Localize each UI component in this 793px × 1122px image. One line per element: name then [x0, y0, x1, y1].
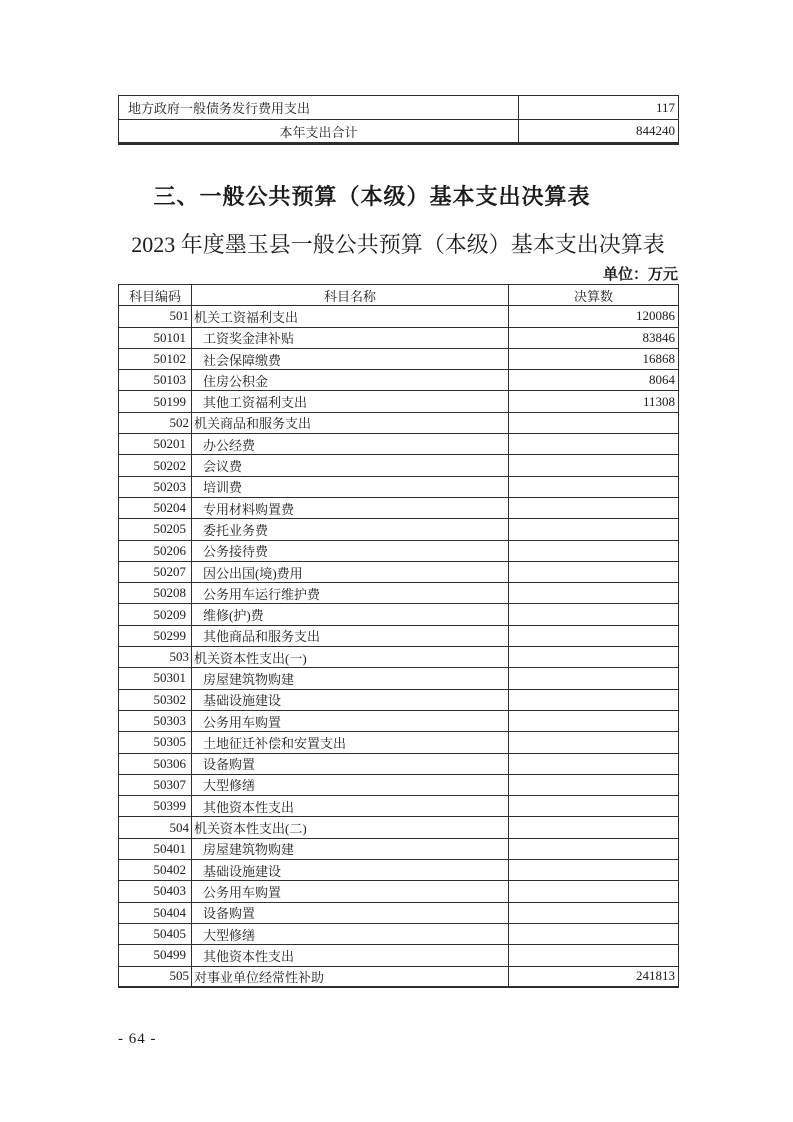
cell-value [509, 753, 679, 774]
cell-value: 11308 [509, 391, 679, 412]
cell-value [509, 455, 679, 476]
cell-subject-name: 其他资本性支出 [192, 796, 509, 817]
cell-value: 8064 [509, 370, 679, 391]
cell-value [509, 519, 679, 540]
cell-subject-code: 50208 [119, 583, 192, 604]
header-cell-value: 决算数 [509, 285, 679, 306]
cell-subject-code: 50405 [119, 923, 192, 944]
cell-value [509, 476, 679, 497]
table-row [119, 327, 679, 348]
table-row [119, 647, 679, 668]
cell-subject-code: 50299 [119, 625, 192, 646]
table-row [119, 540, 679, 561]
table-row [119, 476, 679, 497]
cell-value [509, 732, 679, 753]
cell-subject-code: 50102 [119, 348, 192, 369]
cell-subject-code: 50305 [119, 732, 192, 753]
table-row [119, 753, 679, 774]
cell-subject-code: 50203 [119, 476, 192, 497]
cell-subject-name: 基础设施建设 [192, 689, 509, 710]
cell-subject-code: 503 [119, 647, 192, 668]
cell-subject-code: 50204 [119, 497, 192, 518]
table-row [119, 625, 679, 646]
cell-subject-code: 50206 [119, 540, 192, 561]
table-row [119, 668, 679, 689]
table-row [119, 391, 679, 412]
header-row [119, 285, 679, 306]
cell-subject-name: 土地征迁补偿和安置支出 [192, 732, 509, 753]
table-row [119, 881, 679, 902]
section-title: 三、一般公共预算（本级）基本支出决算表 [153, 184, 591, 209]
cell-subject-name: 机关工资福利支出 [192, 306, 509, 327]
cell-value [509, 710, 679, 731]
cell-subject-code: 50306 [119, 753, 192, 774]
cell-value [509, 625, 679, 646]
cell-subject-name: 因公出国(境)费用 [192, 561, 509, 582]
page-number: - 64 - [118, 1031, 157, 1047]
cell-value [509, 817, 679, 838]
table-row [119, 774, 679, 795]
table-row [119, 689, 679, 710]
table-row [119, 817, 679, 838]
cell-subject-name: 工资奖金津补贴 [192, 327, 509, 348]
cell-subject-code: 50199 [119, 391, 192, 412]
cell-value [509, 561, 679, 582]
table-row [119, 583, 679, 604]
cell-value [509, 881, 679, 902]
cell-value [509, 945, 679, 966]
table-row [119, 497, 679, 518]
cell-subject-code: 50499 [119, 945, 192, 966]
table-row [119, 348, 679, 369]
cell-value [509, 604, 679, 625]
table-row [119, 120, 679, 144]
cell-subject-code: 50103 [119, 370, 192, 391]
cell-subject-code: 50403 [119, 881, 192, 902]
cell-subject-code: 50402 [119, 860, 192, 881]
cell-subject-name: 社会保障缴费 [192, 348, 509, 369]
cell-subject-code: 50202 [119, 455, 192, 476]
cell-value [509, 774, 679, 795]
table-row [119, 306, 679, 327]
table-row [119, 902, 679, 923]
cell-subject-code: 50302 [119, 689, 192, 710]
cell-value [509, 902, 679, 923]
table-row [119, 561, 679, 582]
main-table [118, 284, 679, 988]
cell-subject-name: 维修(护)费 [192, 604, 509, 625]
table-row [119, 923, 679, 944]
cell-subject-name: 机关资本性支出(一) [192, 647, 509, 668]
cell-subject-name: 其他资本性支出 [192, 945, 509, 966]
cell-subject-name: 办公经费 [192, 434, 509, 455]
cell-subject-name: 专用材料购置费 [192, 497, 509, 518]
cell-subject-code: 50401 [119, 838, 192, 859]
table-row [119, 519, 679, 540]
header-cell-code: 科目编码 [119, 285, 192, 306]
table-row [119, 604, 679, 625]
cell-subject-code: 50209 [119, 604, 192, 625]
cell-subject-code: 50201 [119, 434, 192, 455]
cell-subject-name: 房屋建筑物购建 [192, 838, 509, 859]
cell-value: 16868 [509, 348, 679, 369]
cell-subject-name: 培训费 [192, 476, 509, 497]
cell-subject-name: 地方政府一般债务发行费用支出 [119, 96, 519, 120]
table-row [119, 860, 679, 881]
cell-subject-code: 50205 [119, 519, 192, 540]
cell-subject-code: 502 [119, 412, 192, 433]
cell-value [509, 838, 679, 859]
table-row [119, 796, 679, 817]
cell-subject-code: 50301 [119, 668, 192, 689]
cell-subject-name: 大型修缮 [192, 923, 509, 944]
cell-value [509, 583, 679, 604]
table-title: 2023 年度墨玉县一般公共预算（本级）基本支出决算表 [131, 232, 665, 257]
carryover-table-body [119, 96, 679, 144]
cell-value [509, 647, 679, 668]
table-row [119, 966, 679, 987]
table-row [119, 945, 679, 966]
table-row [119, 434, 679, 455]
header-cell-name: 科目名称 [192, 285, 509, 306]
cell-subject-code: 50207 [119, 561, 192, 582]
cell-subject-code: 50404 [119, 902, 192, 923]
cell-subject-name: 公务接待费 [192, 540, 509, 561]
cell-subject-code: 50101 [119, 327, 192, 348]
cell-subject-name: 机关资本性支出(二) [192, 817, 509, 838]
cell-subject-name: 公务用车购置 [192, 881, 509, 902]
cell-subject-name: 房屋建筑物购建 [192, 668, 509, 689]
cell-subject-code: 504 [119, 817, 192, 838]
cell-subject-name: 其他商品和服务支出 [192, 625, 509, 646]
cell-subject-name: 其他工资福利支出 [192, 391, 509, 412]
cell-subject-name: 机关商品和服务支出 [192, 412, 509, 433]
cell-value [509, 796, 679, 817]
cell-value: 120086 [509, 306, 679, 327]
cell-subject-name: 设备购置 [192, 902, 509, 923]
cell-value: 844240 [519, 120, 679, 144]
cell-value: 117 [519, 96, 679, 120]
table-row [119, 412, 679, 433]
table-row [119, 732, 679, 753]
cell-subject-name: 住房公积金 [192, 370, 509, 391]
cell-subject-name: 大型修缮 [192, 774, 509, 795]
cell-subject-name: 对事业单位经常性补助 [192, 966, 509, 987]
cell-value [509, 860, 679, 881]
cell-subject-name: 基础设施建设 [192, 860, 509, 881]
cell-subject-code: 505 [119, 966, 192, 987]
table-row [119, 838, 679, 859]
cell-value [509, 540, 679, 561]
table-row [119, 370, 679, 391]
cell-value [509, 497, 679, 518]
cell-subject-code: 50303 [119, 710, 192, 731]
cell-subject-code: 50399 [119, 796, 192, 817]
cell-subject-code: 501 [119, 306, 192, 327]
cell-subject-name: 公务用车运行维护费 [192, 583, 509, 604]
unit-label: 单位：万元 [602, 267, 678, 283]
cell-subject-name: 会议费 [192, 455, 509, 476]
cell-value: 241813 [509, 966, 679, 987]
table-row [119, 710, 679, 731]
main-table-body [119, 306, 679, 988]
table-row [119, 96, 679, 120]
cell-subject-name: 委托业务费 [192, 519, 509, 540]
cell-value [509, 434, 679, 455]
table-row [119, 455, 679, 476]
cell-subject-name: 本年支出合计 [119, 120, 519, 144]
cell-subject-name: 公务用车购置 [192, 710, 509, 731]
cell-subject-name: 设备购置 [192, 753, 509, 774]
carryover-table [118, 95, 679, 145]
cell-value [509, 689, 679, 710]
cell-value [509, 668, 679, 689]
cell-value: 83846 [509, 327, 679, 348]
cell-value [509, 923, 679, 944]
cell-subject-code: 50307 [119, 774, 192, 795]
cell-value [509, 412, 679, 433]
